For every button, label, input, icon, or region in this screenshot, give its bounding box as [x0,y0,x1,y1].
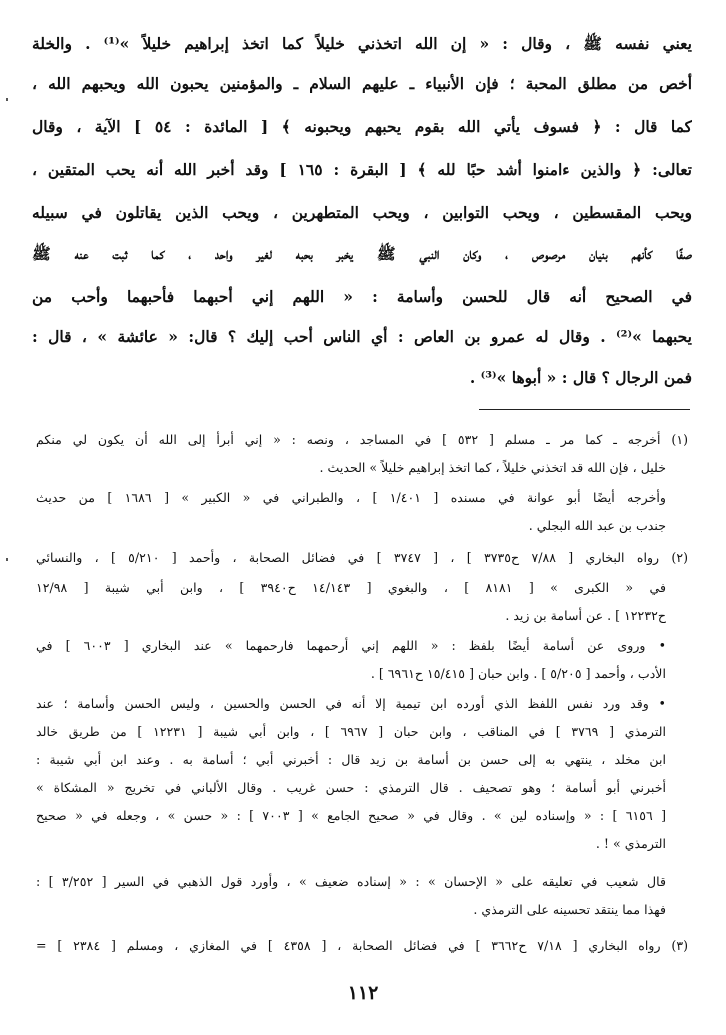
footnote-line: خليل ، فإن الله قد اتخذني خليلاً ، كما اتخذ إبراهيم خليلاً » الحديث . [319,460,666,475]
text-line: أخص من مطلق المحبة ؛ فإن الأنبياء ـ عليهم السلام ـ والمؤمنين يحبون الله ويحبهم الله ، [32,74,692,93]
footnote-line: أخبرني أبو أسامة ؛ وهو تصحيف . قال الترمذي : حسن غريب . وقال الألباني في تخريج « المشكاة » [36,780,666,795]
text-line: كما قال : ﴿ فسوف يأتي الله بقوم يحبهم ويحبونه ﴾ [ المائدة : ٥٤ ] الآية ، وقال [32,117,692,136]
footnote-line: وأخرجه أيضًا أبو عوانة في مسنده [ ١/٤٠١ ] ، والطبراني في « الكبير » [ ١٦٨٦ ] من حديث [36,490,666,505]
footnote-line: ابن مخلد ، ينتهي به إلى حسن بن أسامة بن زيد قال : أخبرني أبي ؛ أسامة به . وعند ابن أبي شيبة : [36,752,666,767]
footnote-line: ح١٢٢٣٢ ] . عن أسامة بن زيد . [505,608,666,623]
footnote-line: (١) أخرجه ـ كما مر ـ مسلم [ ٥٣٢ ] في المساجد ، ونصه : « إني أبرأ إلى الله أن يكون لي منكم [36,432,688,447]
footnote-line: قال شعيب في تعليقه على « الإحسان » : « إسناده ضعيف » ، وأورد قول الذهبي في السير [ ٣/٢٥٢ ] : [36,874,666,889]
footnote-line: [ ٦١٥٦ ] : « وإسناده لين » . وقال في « صحيح الجامع » [ ٧٠٠٣ ] : « حسن » ، وجعله في « صحيح [36,808,666,823]
scan-speck [6,98,8,101]
footnote-line: الترمذي [ ٣٧٦٩ ] في المناقب ، وابن حبان [ ٦٩٦٧ ] ، وابن أبي شيبة [ ١٢٢٣١ ] من طريق خالد [36,724,666,739]
footnote-line: الأدب ، وأحمد [ ٥/٢٠٥ ] . وابن حبان [ ١٥/٤١٥ ح٦٩٦١ ] . [370,666,666,681]
footnote-line: • وقد ورد نفس اللفظ الذي أورده ابن تيمية إلا أنه في الحسن والحسين ، وليس الحسن وأسامة ؛ عند [36,696,666,711]
text-line: في الصحيح أنه قال للحسن وأسامة : « اللهم إني أحبهما فأحبهما وأحب من [32,287,692,306]
text-line: يعني نفسه ﷺ ، وقال : « إن الله اتخذني خليلاً كما اتخذ إبراهيم خليلاً »⁽¹⁾ . والخلة [32,34,692,53]
text-line: فمن الرجال ؟ قال : « أبوها »⁽³⁾ . [469,368,692,387]
footnote-line: (٣) رواه البخاري [ ٧/١٨ ح٣٦٦٢ ] في فضائل الصحابة ، [ ٤٣٥٨ ] في المغازي ، ومسلم [ ٢٣٨٤ ] = [36,938,688,953]
footnote-line: (٢) رواه البخاري [ ٧/٨٨ ح٣٧٣٥ ] ، [ ٣٧٤٧ ] في فضائل الصحابة ، وأحمد [ ٥/٢١٠ ] ، والنسائي [36,550,688,565]
scan-speck [6,558,8,561]
footnote-line: الترمذي » ! . [595,836,666,851]
text-line: يحبهما »⁽²⁾ . وقال له عمرو بن العاص : أي الناس أحب إليك ؟ قال: « عائشة » ، قال : [32,327,692,346]
text-line: ويحب المقسطين ، ويحب التوابين ، ويحب المتطهرين ، ويحب الذين يقاتلون في سبيله [32,203,692,222]
page-number: ١١٢ [347,982,379,1004]
footnote-line: جندب بن عبد الله البجلي . [528,518,666,533]
footnote-line: في « الكبرى » [ ٨١٨١ ] ، والبغوي [ ١٤/١٤٣ ح٣٩٤٠ ] ، وابن أبي شيبة [ ١٢/٩٨ [36,580,666,595]
text-line: صفًا كأنهم بنيان مرصوص ، وكان النبي ﷺ يخبر بحبه لغير واحد ، كما ثبت عنه ﷺ [32,244,692,263]
text-line: تعالى: ﴿ والذين ءامنوا أشد حبًا لله ﴾ [ البقرة : ١٦٥ ] وقد أخبر الله أنه يحب المتقين ، [32,160,692,179]
footnote-separator [479,409,690,410]
footnote-line: فهذا مما ينتقد تحسينه على الترمذي . [473,902,666,917]
footnote-line: • وروى عن أسامة أيضًا بلفظ : « اللهم إني أرحمهما فارحمهما » عند البخاري [ ٦٠٠٣ ] في [36,638,666,653]
